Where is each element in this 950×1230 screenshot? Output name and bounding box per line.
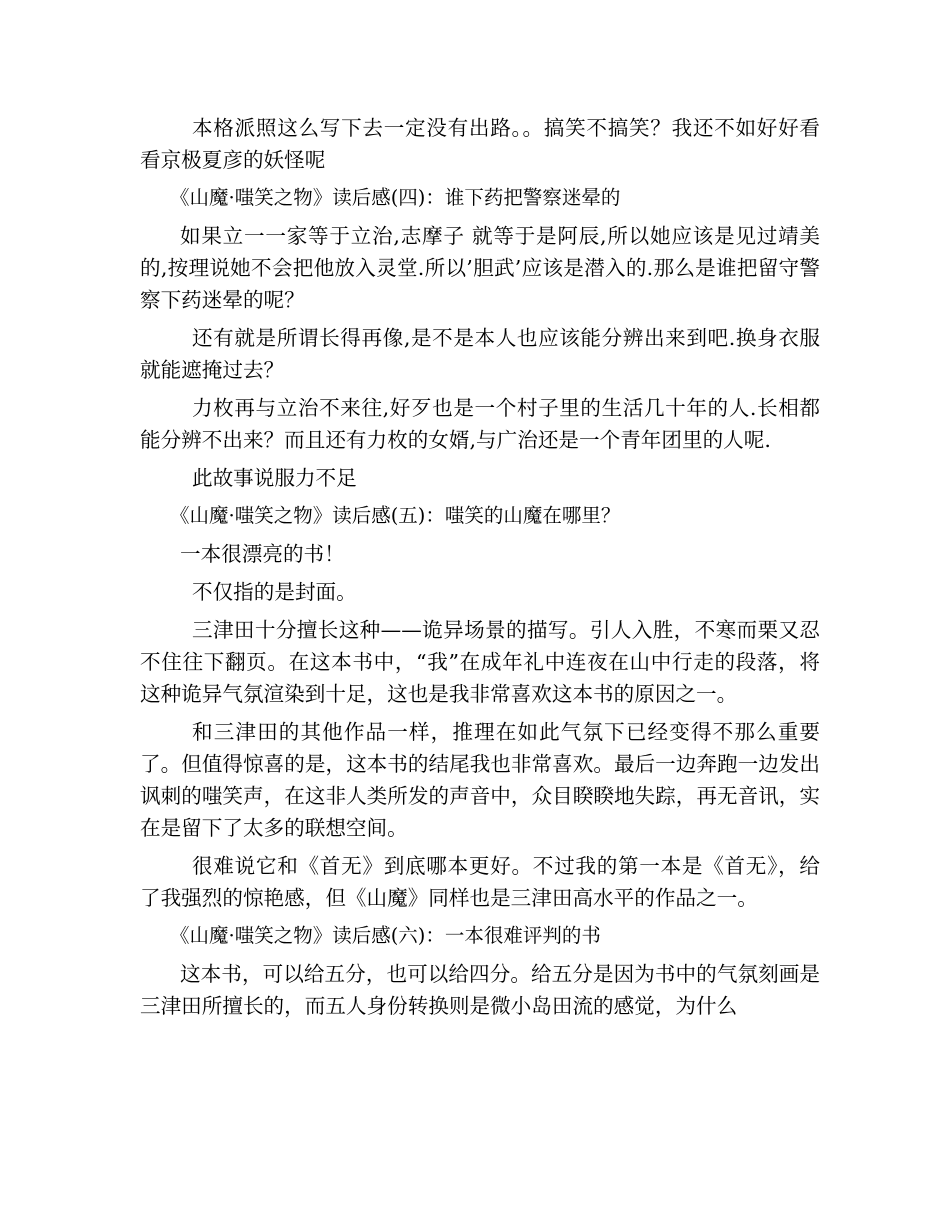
section-heading: 《山魔·嗤笑之物》读后感(六)：一本很难评判的书: [170, 924, 601, 947]
paragraph: 力枚再与立治不来往,好歹也是一个村子里的生活几十年的人.长相都能分辨不出来？而且还有力枚的女婿,与广治还是一个青年团里的人呢.: [140, 396, 820, 452]
paragraph: 很难说它和《首无》到底哪本更好。不过我的第一本是《首无》，给了我强烈的惊艳感，但《山魔》同样也是三津田高水平的作品之一。: [140, 854, 820, 910]
section-heading: 《山魔·嗤笑之物》读后感(四)：谁下药把警察迷晕的: [170, 186, 621, 209]
paragraph: 此故事说服力不足: [192, 466, 357, 490]
document-body: [140, 112, 820, 1028]
paragraph: 三津田十分擅长这种——诡异场景的描写。引人入胜，不寒而栗又忍不住往下翻页。在这本书中，“我”在成年礼中连夜在山中行走的段落，将这种诡异气氛渲染到十足，这也是我非常喜欢这本书的原因之一。: [140, 618, 820, 706]
paragraph: 还有就是所谓长得再像,是不是本人也应该能分辨出来到吧.换身衣服就能遮掩过去？: [140, 326, 820, 382]
paragraph: 本格派照这么写下去一定没有出路。。搞笑不搞笑？我还不如好好看看京极夏彦的妖怪呢: [140, 116, 820, 172]
paragraph: 和三津田的其他作品一样，推理在如此气氛下已经变得不那么重要了。但值得惊喜的是，这本书的结尾我也非常喜欢。最后一边奔跑一边发出讽刺的嗤笑声，在这非人类所发的声音中，众目睽睽地失踪，再无音讯，实在是留下了太多的联想空间。: [140, 720, 820, 840]
paragraph: 不仅指的是封面。: [192, 580, 357, 604]
paragraph: 一本很漂亮的书！: [180, 542, 345, 566]
paragraph: 这本书，可以给五分，也可以给四分。给五分是因为书中的气氛刻画是三津田所擅长的，而五人身份转换则是微小岛田流的感觉，为什么: [140, 962, 820, 1018]
section-heading: 《山魔·嗤笑之物》读后感(五)：嗤笑的山魔在哪里？: [170, 504, 621, 527]
paragraph: 如果立一一家等于立治,志摩子 就等于是阿辰,所以她应该是见过靖美的,按理说她不会把他放入灵堂.所以’胆武’应该是潜入的.那么是谁把留守警察下药迷晕的呢？: [140, 224, 820, 312]
